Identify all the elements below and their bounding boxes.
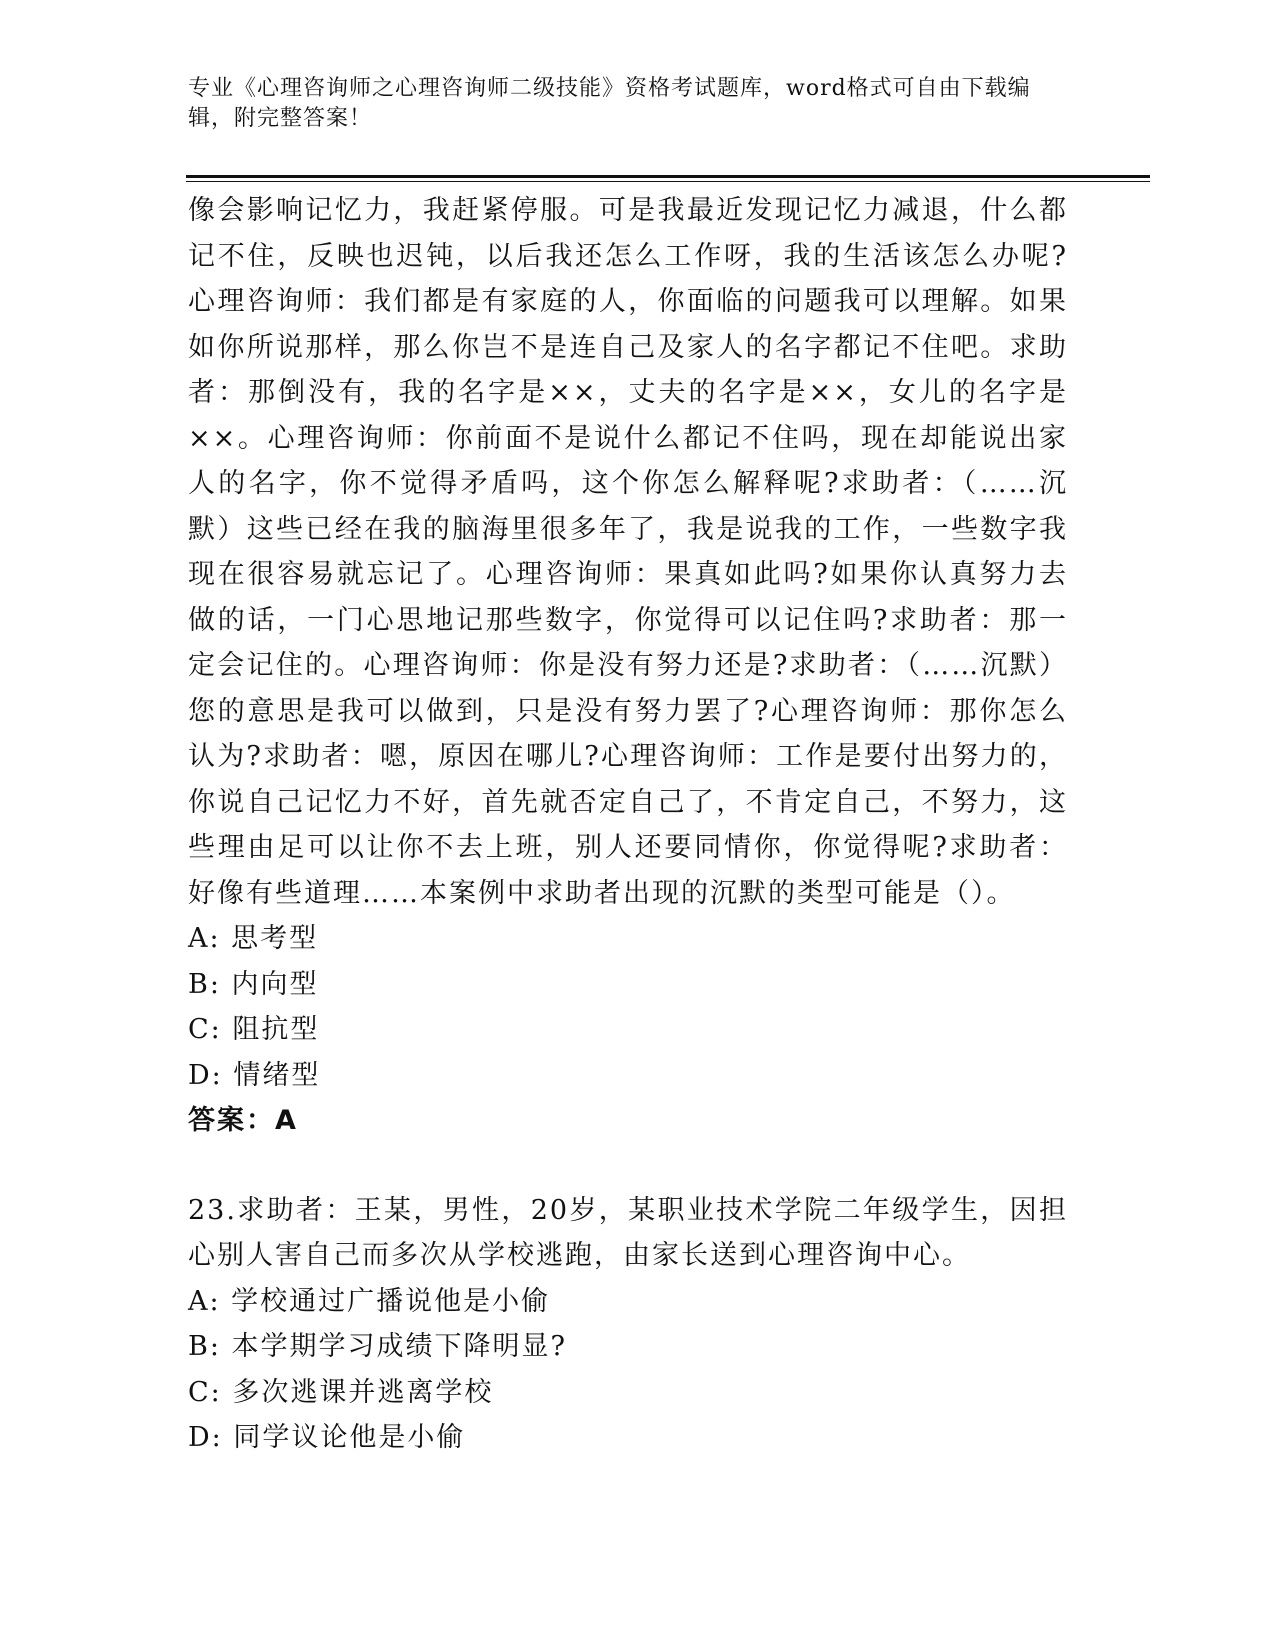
- option-c: C: 阻抗型: [188, 1014, 320, 1045]
- question-content: [188, 188, 1068, 1461]
- option-d: D: 情绪型: [188, 1059, 321, 1091]
- question-23: [188, 1188, 1068, 1461]
- page-header: 专业《心理咨询师之心理咨询师二级技能》资格考试题库，word格式可自由下载编辑，附完整答案！: [188, 76, 1031, 131]
- answer-label: 答案：A: [188, 1105, 298, 1136]
- question-spacer: [188, 1144, 1068, 1188]
- option-b: B: 本学期学习成绩下降明显?: [188, 1331, 567, 1362]
- header-divider-thin: [186, 181, 1150, 182]
- question-stem: 像会影响记忆力，我赶紧停服。可是我最近发现记忆力减退，什么都记不住，反映也迟钝，以后我还怎么工作呀，我的生活该怎么办呢?心理咨询师：我们都是有家庭的人，你面临的问题我可以理解。如果如你所说那样，那么你岂不是连自己及家人的名字都记不住吧。求助者：那倒没有，我的名字是××，丈夫的名字是××，女儿的名字是××。心理咨询师：你前面不是说什么都记不住吗，现在却能说出家人的名字，你不觉得矛盾吗，这个你怎么解释呢?求助者：（……沉默）这些已经在我的脑海里很多年了，我是说我的工作，一些数字我现在很容易就忘记了。心理咨询师：果真如此吗?如果你认真努力去做的话，一门心思地记那些数字，你觉得可以记住吗?求助者：那一定会记住的。心理咨询师：你是没有努力还是?求助者：（……沉默）您的意思是我可以做到，只是没有努力罢了?心理咨询师：那你怎么认为?求助者：嗯，原因在哪儿?心理咨询师：工作是要付出努力的，你说自己记忆力不好，首先就否定自己了，不肯定自己，不努力，这些理由足可以让你不去上班，别人还要同情你，你觉得呢?求助者：好像有些道理……本案例中求助者出现的沉默的类型可能是（）。: [188, 195, 1068, 909]
- question-stem: 23.求助者：王某，男性，20岁，某职业技术学院二年级学生，因担心别人害自己而多次从学校逃跑，由家长送到心理咨询中心。: [188, 1194, 1068, 1271]
- header-divider-thick: [186, 175, 1150, 178]
- option-d: D: 同学议论他是小偷: [188, 1422, 466, 1453]
- option-b: B: 内向型: [188, 968, 319, 1000]
- option-a: A: 思考型: [188, 923, 319, 954]
- question-22: [188, 188, 1068, 1144]
- option-a: A: 学校通过广播说他是小偷: [188, 1285, 551, 1317]
- option-c: C: 多次逃课并逃离学校: [188, 1376, 494, 1408]
